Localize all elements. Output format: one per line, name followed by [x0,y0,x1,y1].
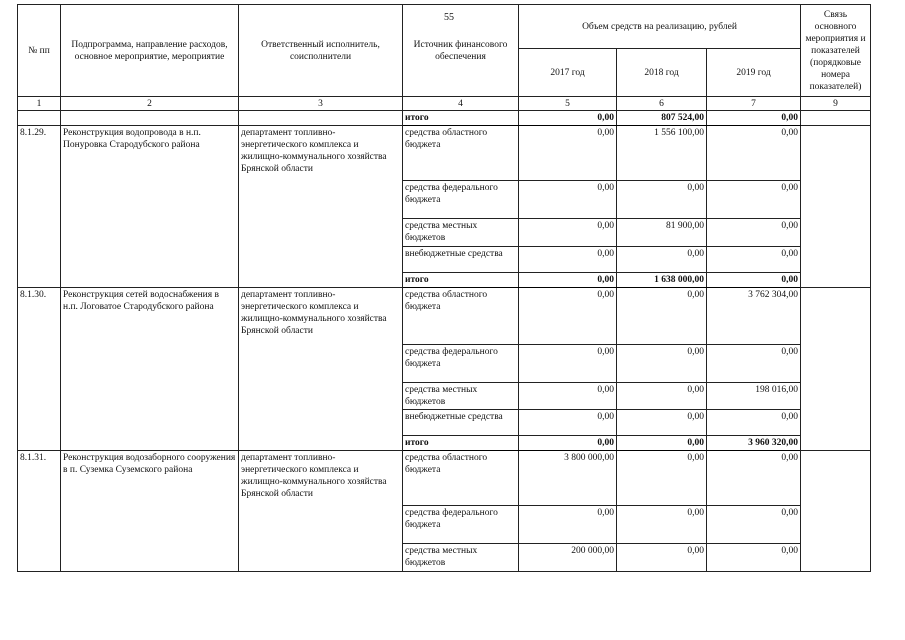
index-cell: 1 [18,97,61,111]
index-cell: 3 [239,97,403,111]
item-number: 8.1.30. [18,288,61,451]
source-label: средства областного бюджета [403,451,519,506]
amount-cell: 0,00 [617,451,707,506]
source-label: средства местных бюджетов [403,383,519,410]
amount-cell: 0,00 [519,506,617,544]
index-cell: 9 [801,97,871,111]
amount-cell: 0,00 [707,506,801,544]
amount-cell: 0,00 [617,544,707,572]
index-cell: 6 [617,97,707,111]
link-cell [801,288,871,451]
index-row [18,97,871,111]
amount-cell: 0,00 [707,247,801,273]
page-number: 55 [444,12,454,23]
source-label: внебюджетные средства [403,410,519,436]
amount-cell: 0,00 [617,436,707,451]
amount-cell: 0,00 [707,219,801,247]
amount-cell: 0,00 [707,273,801,288]
header-year: 2018 год [617,49,707,97]
header-num: № пп [18,5,61,97]
amount-cell: 0,00 [707,126,801,181]
amount-cell: 0,00 [707,451,801,506]
index-cell: 2 [61,97,239,111]
amount-cell: 0,00 [617,181,707,219]
amount-cell: 81 900,00 [617,219,707,247]
amount-cell: 0,00 [519,273,617,288]
amount-cell: 0,00 [519,345,617,383]
amount-cell: 198 016,00 [707,383,801,410]
amount-cell: 3 800 000,00 [519,451,617,506]
item-number: 8.1.29. [18,126,61,288]
table-row [18,451,871,506]
link-cell [801,111,871,126]
header-program: Подпрограмма, направление расходов, основное мероприятие, мероприятие [61,5,239,97]
header-link: Связь основного мероприятия и показателей (порядковые номера показателей) [801,5,871,97]
amount-cell: 0,00 [707,111,801,126]
source-label: внебюджетные средства [403,247,519,273]
financing-table [17,4,871,572]
amount-cell: 0,00 [707,410,801,436]
amount-cell: 0,00 [519,219,617,247]
index-cell: 4 [403,97,519,111]
header-volume: Объем средств на реализацию, рублей [519,5,801,49]
amount-cell: 0,00 [707,345,801,383]
header-year: 2017 год [519,49,617,97]
item-executor: департамент топливно-энергетического комплекса и жилищно-коммунального хозяйства Брянской области [239,451,403,572]
amount-cell: 3 762 304,00 [707,288,801,345]
amount-cell: 200 000,00 [519,544,617,572]
amount-cell: 0,00 [707,181,801,219]
amount-cell: 0,00 [707,544,801,572]
amount-cell: 0,00 [519,126,617,181]
amount-cell: 0,00 [519,181,617,219]
link-cell [801,451,871,572]
source-label: средства федерального бюджета [403,181,519,219]
amount-cell: 0,00 [519,247,617,273]
index-cell: 5 [519,97,617,111]
amount-cell: 0,00 [617,247,707,273]
source-label: средства федерального бюджета [403,506,519,544]
table-row [18,126,871,181]
amount-cell: 0,00 [617,410,707,436]
header-executor: Ответственный исполнитель, соисполнители [239,5,403,97]
source-label: средства местных бюджетов [403,544,519,572]
item-name: Реконструкция сетей водоснабжения в н.п. Логоватое Стародубского района [61,288,239,451]
source-label: итого [403,111,519,126]
amount-cell: 1 638 000,00 [617,273,707,288]
amount-cell: 0,00 [617,288,707,345]
amount-cell: 0,00 [519,111,617,126]
item-executor: департамент топливно-энергетического комплекса и жилищно-коммунального хозяйства Брянской области [239,288,403,451]
amount-cell: 0,00 [617,383,707,410]
total-row [18,111,871,126]
item-name: Реконструкция водозаборного сооружения в п. Суземка Суземского района [61,451,239,572]
item-executor: департамент топливно-энергетического комплекса и жилищно-коммунального хозяйства Брянской области [239,126,403,288]
source-label: средства областного бюджета [403,288,519,345]
empty-cell [61,111,239,126]
amount-cell: 1 556 100,00 [617,126,707,181]
item-name: Реконструкция водопровода в н.п. Понуровка Стародубского района [61,126,239,288]
index-cell: 7 [707,97,801,111]
amount-cell: 0,00 [617,506,707,544]
amount-cell: 0,00 [519,436,617,451]
table-row [18,288,871,345]
source-label: средства областного бюджета [403,126,519,181]
amount-cell: 0,00 [617,345,707,383]
source-label: средства федерального бюджета [403,345,519,383]
amount-cell: 3 960 320,00 [707,436,801,451]
amount-cell: 0,00 [519,383,617,410]
header-row-1 [18,5,871,49]
amount-cell: 0,00 [519,410,617,436]
empty-cell [239,111,403,126]
amount-cell: 807 524,00 [617,111,707,126]
amount-cell: 0,00 [519,288,617,345]
item-number: 8.1.31. [18,451,61,572]
empty-cell [18,111,61,126]
header-year: 2019 год [707,49,801,97]
source-label: средства местных бюджетов [403,219,519,247]
link-cell [801,126,871,288]
source-label: итого [403,273,519,288]
source-label: итого [403,436,519,451]
header-source: Источник финансового обеспечения [403,5,519,97]
